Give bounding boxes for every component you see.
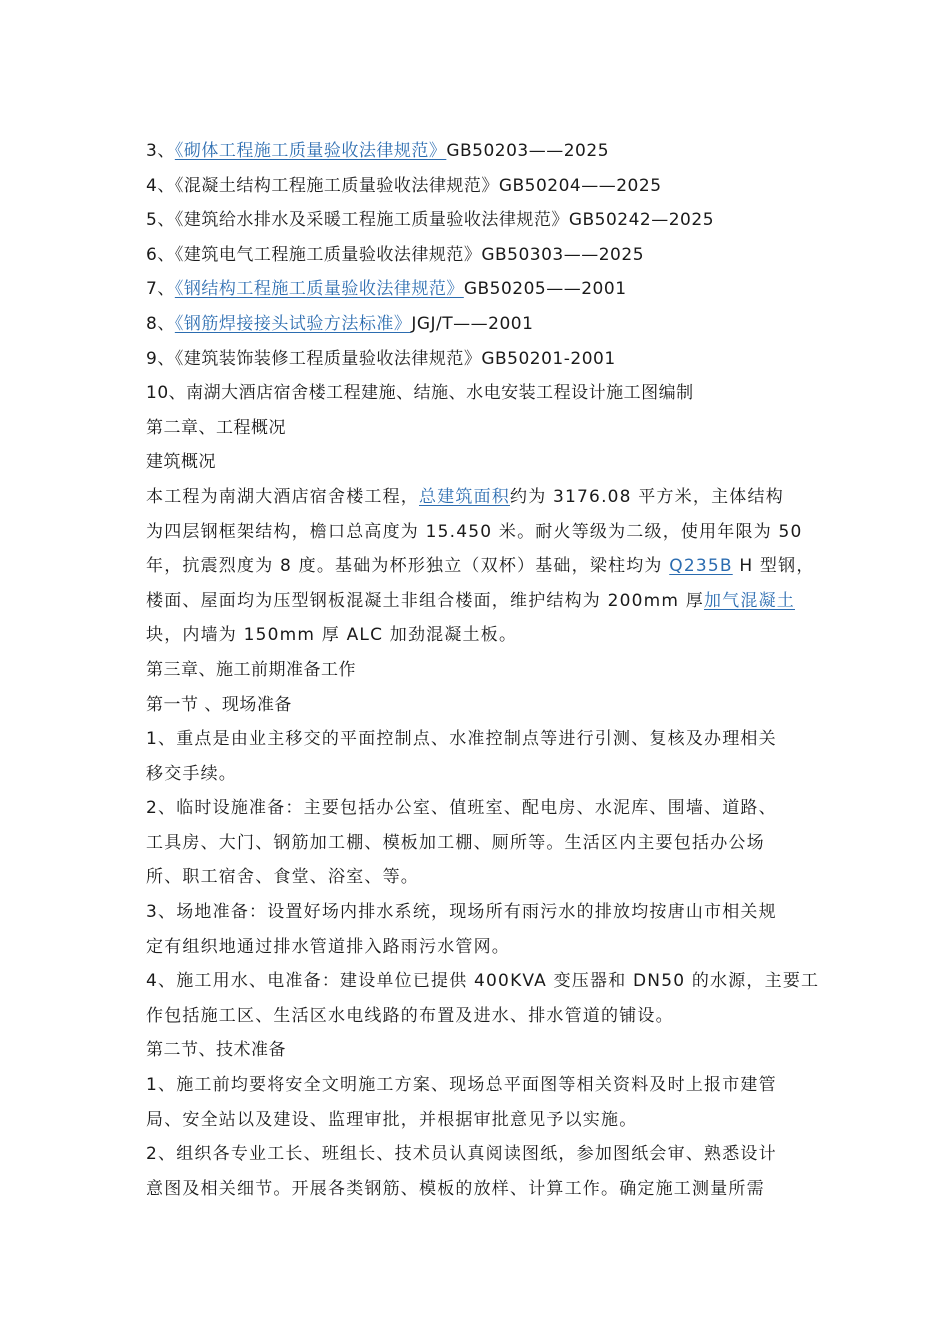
site-prep-item-2 [146, 791, 811, 895]
paragraph-line: 4、施工用水、电准备：建设单位已提供 400KVA 变压器和 DN50 的水源，主要工 [146, 971, 820, 992]
reference-text: 《建筑装饰装修工程质量验收法律规范》GB50201-2001 [174, 348, 616, 369]
paragraph-line: 为四层钢框架结构，檐口总高度为 15.450 米。耐火等级为二级，使用年限为 50 [146, 521, 803, 542]
chapter-2-heading: 第二章、工程概况 [146, 417, 286, 438]
reference-text: 《建筑电气工程施工质量验收法律规范》GB50303——2025 [174, 244, 645, 265]
paragraph-line [146, 584, 811, 619]
paragraph-line: 3、场地准备：设置好场内排水系统，现场所有雨污水的排放均按唐山市相关规 [146, 902, 777, 923]
text-span: 约为 3176.08 平方米，主体结构 [510, 486, 784, 507]
reference-link[interactable]: 《钢筋焊接接头试验方法标准》 [174, 313, 412, 334]
tech-prep-item-1 [146, 1068, 811, 1137]
reference-text: 《混凝土结构工程施工质量验收法律规范》GB50204——2025 [174, 175, 662, 196]
paragraph-line: 局、安全站以及建设、监理审批，并根据审批意见予以实施。 [146, 1109, 638, 1130]
reference-number: 8、 [146, 313, 175, 334]
building-overview-paragraph [146, 480, 815, 653]
text-span: 本工程为南湖大酒店宿舍楼工程， [146, 486, 419, 507]
reference-item-4 [146, 169, 811, 204]
reference-number: 6、 [146, 244, 175, 265]
reference-item-6 [146, 238, 811, 273]
reference-number: 9、 [146, 348, 175, 369]
section-2-heading: 第二节、技术准备 [146, 1040, 286, 1061]
reference-code: GB50203——2025 [446, 141, 610, 161]
paragraph-line: 移交手续。 [146, 763, 237, 784]
paragraph-line: 意图及相关细节。开展各类钢筋、模板的放样、计算工作。确定施工测量所需 [146, 1178, 765, 1199]
reference-item-10 [146, 376, 811, 411]
text-span: H 型钢， [732, 556, 815, 577]
paragraph-line: 定有组织地通过排水管道排入路雨污水管网。 [146, 936, 510, 957]
reference-number: 5、 [146, 210, 175, 231]
section-1-heading: 第一节 、现场准备 [146, 694, 292, 715]
document-body [146, 134, 820, 1206]
reference-link[interactable]: 《砌体工程施工质量验收法律规范》 [174, 141, 447, 161]
q235b-link[interactable]: Q235B [669, 556, 733, 577]
site-prep-item-4 [146, 964, 820, 1033]
paragraph-line: 1、施工前均要将安全文明施工方案、现场总平面图等相关资料及时上报市建管 [146, 1075, 777, 1096]
paragraph-line: 1、重点是由业主移交的平面控制点、水准控制点等进行引测、复核及办理相关 [146, 729, 777, 750]
paragraph-line: 作包括施工区、生活区水电线路的布置及进水、排水管道的铺设。 [146, 1005, 674, 1026]
paragraph-line [146, 549, 815, 584]
reference-text: 《建筑给水排水及采暖工程施工质量验收法律规范》GB50242—2025 [174, 210, 715, 231]
reference-number: 10、 [146, 383, 187, 404]
reference-item-5 [146, 203, 811, 238]
text-span: 年，抗震烈度为 8 度。基础为杯形独立（双杯）基础，梁柱均为 [146, 556, 670, 577]
reference-number: 3、 [146, 141, 175, 161]
paragraph-line: 所、职工宿舍、食堂、浴室、等。 [146, 867, 419, 888]
paragraph-line: 工具房、大门、钢筋加工棚、模板加工棚、厕所等。生活区内主要包括办公场 [146, 832, 765, 853]
reference-item-9 [146, 342, 811, 377]
reference-number: 7、 [146, 279, 175, 300]
paragraph-line: 2、组织各专业工长、班组长、技术员认真阅读图纸，参加图纸会审、熟悉设计 [146, 1144, 777, 1165]
aerated-concrete-link[interactable]: 加气混凝土 [703, 590, 795, 611]
paragraph-line: 2、临时设施准备：主要包括办公室、值班室、配电房、水泥库、围墙、道路、 [146, 798, 777, 819]
total-area-link[interactable]: 总建筑面积 [419, 486, 510, 507]
reference-code: JGJ/T——2001 [411, 313, 534, 334]
paragraph-line: 块，内墙为 150mm 厚 ALC 加劲混凝土板。 [146, 625, 518, 646]
reference-item-3 [146, 134, 811, 169]
site-prep-item-3 [146, 895, 811, 964]
reference-item-8 [146, 307, 811, 342]
site-prep-item-1 [146, 722, 811, 791]
reference-number: 4、 [146, 175, 175, 196]
paragraph-line [146, 480, 811, 515]
reference-item-7 [146, 272, 811, 307]
tech-prep-item-2 [146, 1137, 811, 1206]
reference-code: GB50205——2001 [463, 279, 627, 300]
text-span: 楼面、屋面均为压型钢板混凝土非组合楼面，维护结构为 200mm 厚 [146, 590, 704, 611]
section-heading-building-overview: 建筑概况 [146, 452, 216, 473]
reference-link[interactable]: 《钢结构工程施工质量验收法律规范》 [174, 279, 464, 300]
chapter-3-heading: 第三章、施工前期准备工作 [146, 659, 356, 680]
reference-text: 南湖大酒店宿舍楼工程建施、结施、水电安装工程设计施工图编制 [186, 383, 694, 404]
